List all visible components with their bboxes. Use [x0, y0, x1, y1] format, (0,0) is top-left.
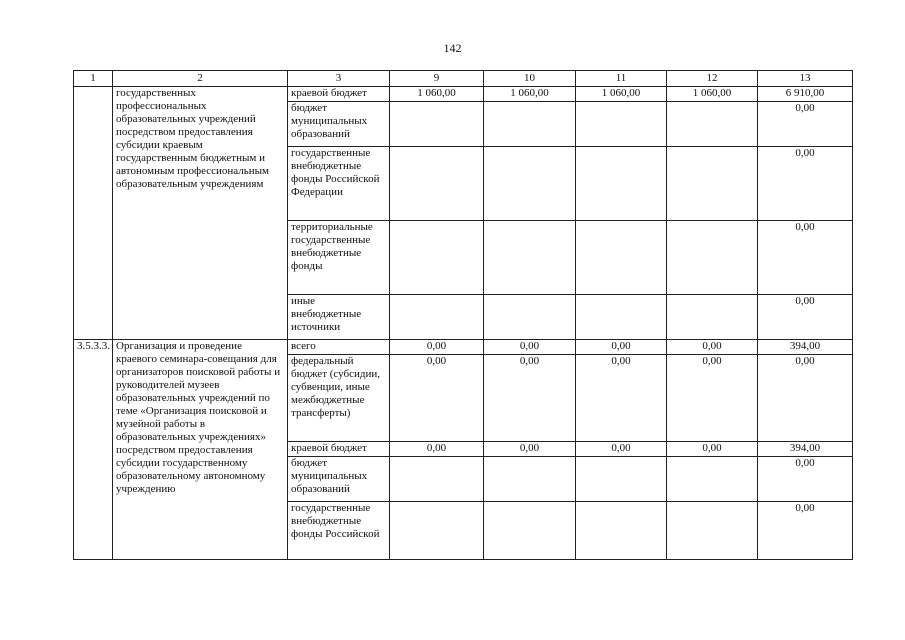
value-col-9: 0,00: [390, 442, 484, 457]
value-col-9: [390, 502, 484, 560]
page-number: 142: [443, 41, 462, 55]
value-col-13: 394,00: [758, 340, 853, 355]
column-header-12: 12: [667, 71, 758, 87]
value-col-11: 0,00: [576, 355, 667, 442]
value-col-12: [667, 457, 758, 502]
item-description: Организация и проведение краевого семинара-совещания для организаторов поисковой работы и руководителей музеев образовательных учреждений по теме «Организация поисковой и музейной работы в образовательных учреждениях» посредством предоставления субсидии государственному образовательному автономному учреждению: [113, 340, 288, 560]
value-col-9: [390, 457, 484, 502]
value-col-9: [390, 221, 484, 295]
budget-table: [73, 70, 853, 560]
value-col-10: [484, 102, 576, 147]
funding-source: краевой бюджет: [288, 442, 390, 457]
value-col-12: 0,00: [667, 355, 758, 442]
value-col-9: [390, 295, 484, 340]
value-col-11: 0,00: [576, 340, 667, 355]
column-header-3: 3: [288, 71, 390, 87]
funding-source: государственные внебюджетные фонды Российской Федерации: [288, 147, 390, 221]
value-col-13: 0,00: [758, 457, 853, 502]
value-col-10: [484, 502, 576, 560]
column-header-9: 9: [390, 71, 484, 87]
value-col-9: 0,00: [390, 355, 484, 442]
value-col-9: 0,00: [390, 340, 484, 355]
value-col-13: 0,00: [758, 221, 853, 295]
value-col-12: [667, 102, 758, 147]
header-row: [74, 71, 853, 87]
value-col-10: 0,00: [484, 442, 576, 457]
value-col-11: [576, 147, 667, 221]
value-col-11: [576, 102, 667, 147]
value-col-13: 0,00: [758, 102, 853, 147]
value-col-9: [390, 147, 484, 221]
value-col-10: [484, 147, 576, 221]
funding-source: государственные внебюджетные фонды Российской: [288, 502, 390, 560]
value-col-9: 1 060,00: [390, 87, 484, 102]
value-col-11: [576, 295, 667, 340]
item-code: 3.5.3.3.: [74, 340, 113, 560]
value-col-12: [667, 221, 758, 295]
value-col-13: 0,00: [758, 295, 853, 340]
value-col-11: [576, 457, 667, 502]
item-description: государственных профессиональных образовательных учреждений посредством предоставления субсидии краевым государственным бюджетным и автономным профессиональным образовательным учреждениям: [113, 87, 288, 340]
funding-source: иные внебюджетные источники: [288, 295, 390, 340]
value-col-13: 0,00: [758, 502, 853, 560]
value-col-13: 6 910,00: [758, 87, 853, 102]
value-col-10: 0,00: [484, 340, 576, 355]
value-col-11: 1 060,00: [576, 87, 667, 102]
value-col-11: [576, 502, 667, 560]
item-code: [74, 87, 113, 340]
funding-source: всего: [288, 340, 390, 355]
column-header-1: 1: [74, 71, 113, 87]
value-col-11: [576, 221, 667, 295]
value-col-11: 0,00: [576, 442, 667, 457]
value-col-10: 0,00: [484, 355, 576, 442]
value-col-12: [667, 502, 758, 560]
value-col-10: 1 060,00: [484, 87, 576, 102]
value-col-12: 0,00: [667, 442, 758, 457]
table-row: [74, 340, 853, 355]
funding-source: территориальные государственные внебюджетные фонды: [288, 221, 390, 295]
table-row: [74, 87, 853, 102]
value-col-10: [484, 457, 576, 502]
value-col-12: [667, 147, 758, 221]
funding-source: бюджет муниципальных образований: [288, 457, 390, 502]
value-col-9: [390, 102, 484, 147]
funding-source: бюджет муниципальных образований: [288, 102, 390, 147]
value-col-13: 0,00: [758, 147, 853, 221]
value-col-13: 394,00: [758, 442, 853, 457]
value-col-12: 0,00: [667, 340, 758, 355]
value-col-10: [484, 295, 576, 340]
column-header-10: 10: [484, 71, 576, 87]
funding-source: краевой бюджет: [288, 87, 390, 102]
column-header-11: 11: [576, 71, 667, 87]
value-col-12: 1 060,00: [667, 87, 758, 102]
column-header-13: 13: [758, 71, 853, 87]
value-col-12: [667, 295, 758, 340]
column-header-2: 2: [113, 71, 288, 87]
funding-source: федеральный бюджет (субсидии, субвенции, иные межбюджетные трансферты): [288, 355, 390, 442]
value-col-10: [484, 221, 576, 295]
value-col-13: 0,00: [758, 355, 853, 442]
